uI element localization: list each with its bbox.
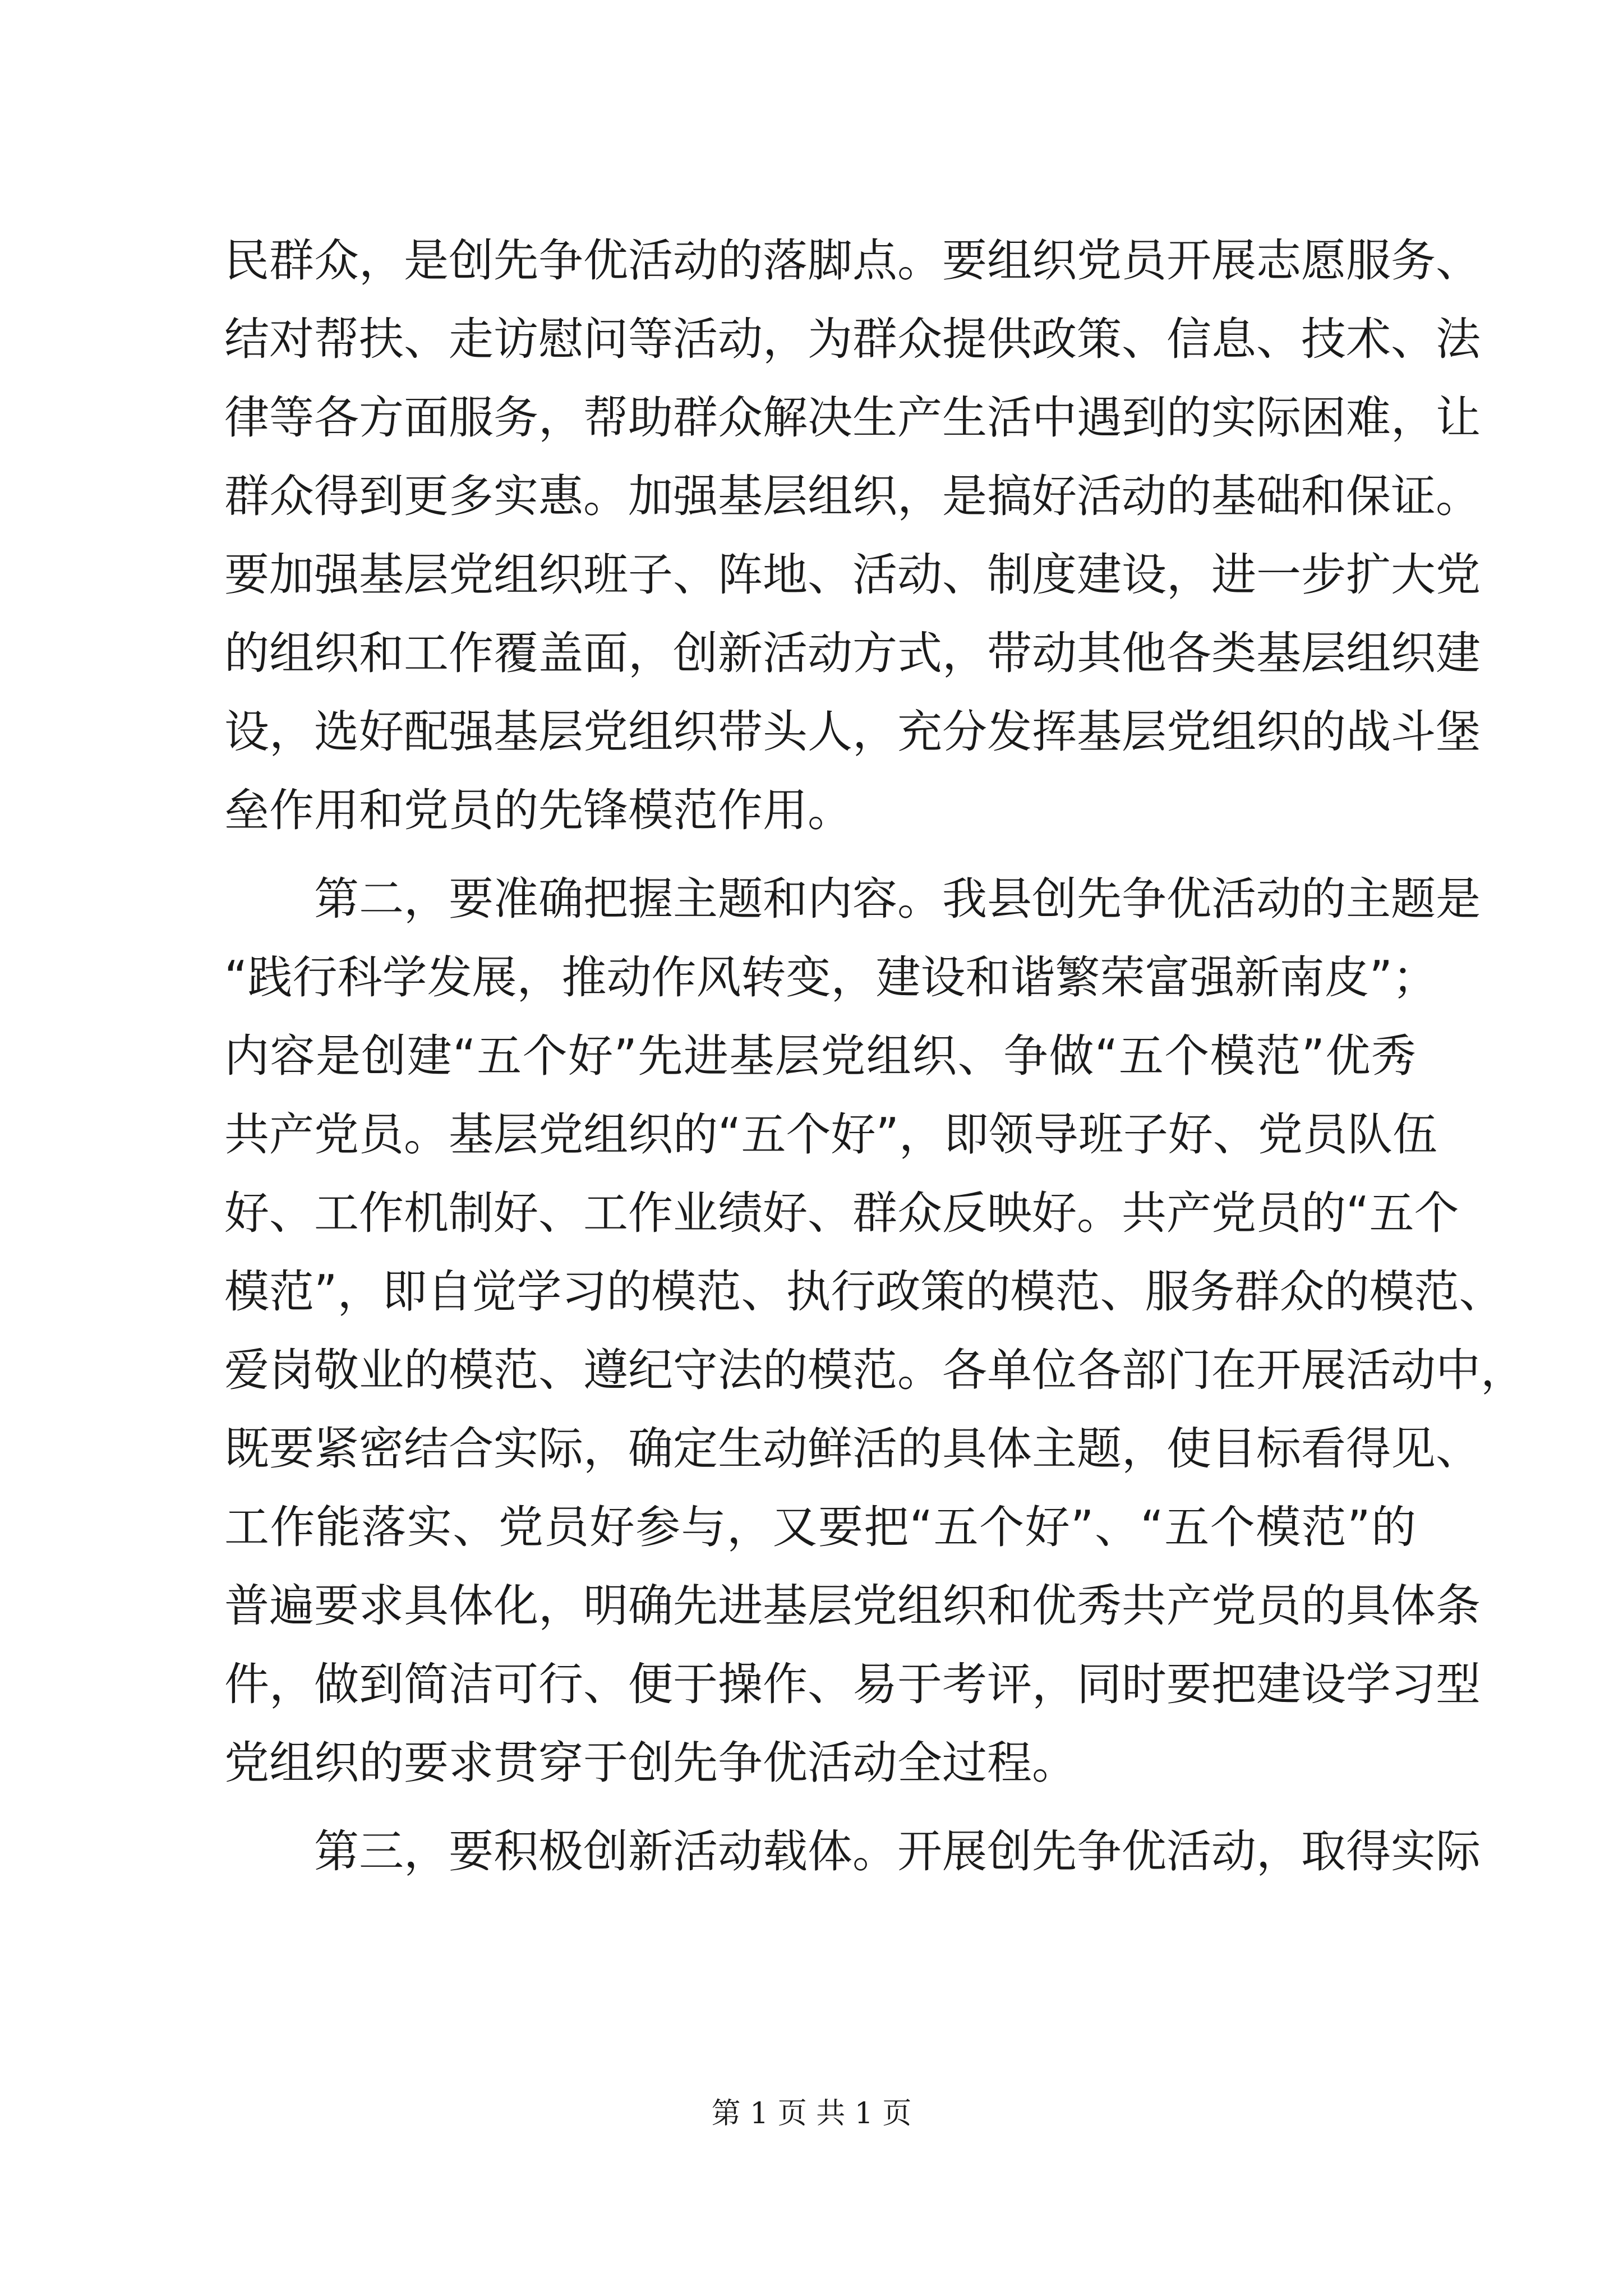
document-body bbox=[224, 222, 1525, 1891]
text-line: 爱岗敬业的模范、遵纪守法的模范。各单位各部门在开展活动中， bbox=[224, 1344, 1525, 1396]
text-line: 垒作用和党员的先锋模范作用。 bbox=[224, 784, 852, 836]
text-line: 结对帮扶、走访慰问等活动，为群众提供政策、信息、技术、法 bbox=[224, 313, 1481, 365]
text-line: 内容是创建“五个好”先进基层党组织、争做“五个模范”优秀 bbox=[224, 1030, 1416, 1082]
text-line: 群众得到更多实惠。加强基层组织，是搞好活动的基础和保证。 bbox=[224, 470, 1481, 522]
text-line: 民群众，是创先争优活动的落脚点。要组织党员开展志愿服务、 bbox=[224, 234, 1481, 287]
text-line: 件，做到简洁可行、便于操作、易于考评，同时要把建设学习型 bbox=[224, 1658, 1481, 1710]
text-line: 第二，要准确把握主题和内容。我县创先争优活动的主题是 bbox=[314, 873, 1481, 925]
text-line: “践行科学发展，推动作风转变，建设和谐繁荣富强新南皮”； bbox=[224, 951, 1437, 1004]
text-line: 的组织和工作覆盖面，创新活动方式，带动其他各类基层组织建 bbox=[224, 627, 1481, 679]
text-line: 要加强基层党组织班子、阵地、活动、制度建设，进一步扩大党 bbox=[224, 549, 1481, 601]
paragraph bbox=[224, 860, 1525, 1802]
text-line: 设，选好配强基层党组织带头人，充分发挥基层党组织的战斗堡 bbox=[224, 706, 1481, 758]
text-line: 律等各方面服务，帮助群众解决生产生活中遇到的实际困难，让 bbox=[224, 392, 1481, 444]
paragraph bbox=[224, 1812, 1481, 1891]
page-footer: 第 1 页 共 1 页 bbox=[711, 2097, 912, 2131]
text-line: 模范”，即自觉学习的模范、执行政策的模范、服务群众的模范、 bbox=[224, 1266, 1504, 1318]
text-line: 党组织的要求贯穿于创先争优活动全过程。 bbox=[224, 1737, 1077, 1789]
text-line: 工作能落实、党员好参与，又要把“五个好”、“五个模范”的 bbox=[224, 1501, 1416, 1553]
paragraph bbox=[224, 222, 1481, 850]
text-line: 既要紧密结合实际，确定生动鲜活的具体主题，使目标看得见、 bbox=[224, 1423, 1481, 1475]
text-line: 好、工作机制好、工作业绩好、群众反映好。共产党员的“五个 bbox=[224, 1187, 1459, 1239]
text-line: 共产党员。基层党组织的“五个好”，即领导班子好、党员队伍 bbox=[224, 1108, 1437, 1161]
text-line: 第三，要积极创新活动载体。开展创先争优活动，取得实际 bbox=[314, 1825, 1481, 1878]
text-line: 普遍要求具体化，明确先进基层党组织和优秀共产党员的具体条 bbox=[224, 1580, 1481, 1632]
